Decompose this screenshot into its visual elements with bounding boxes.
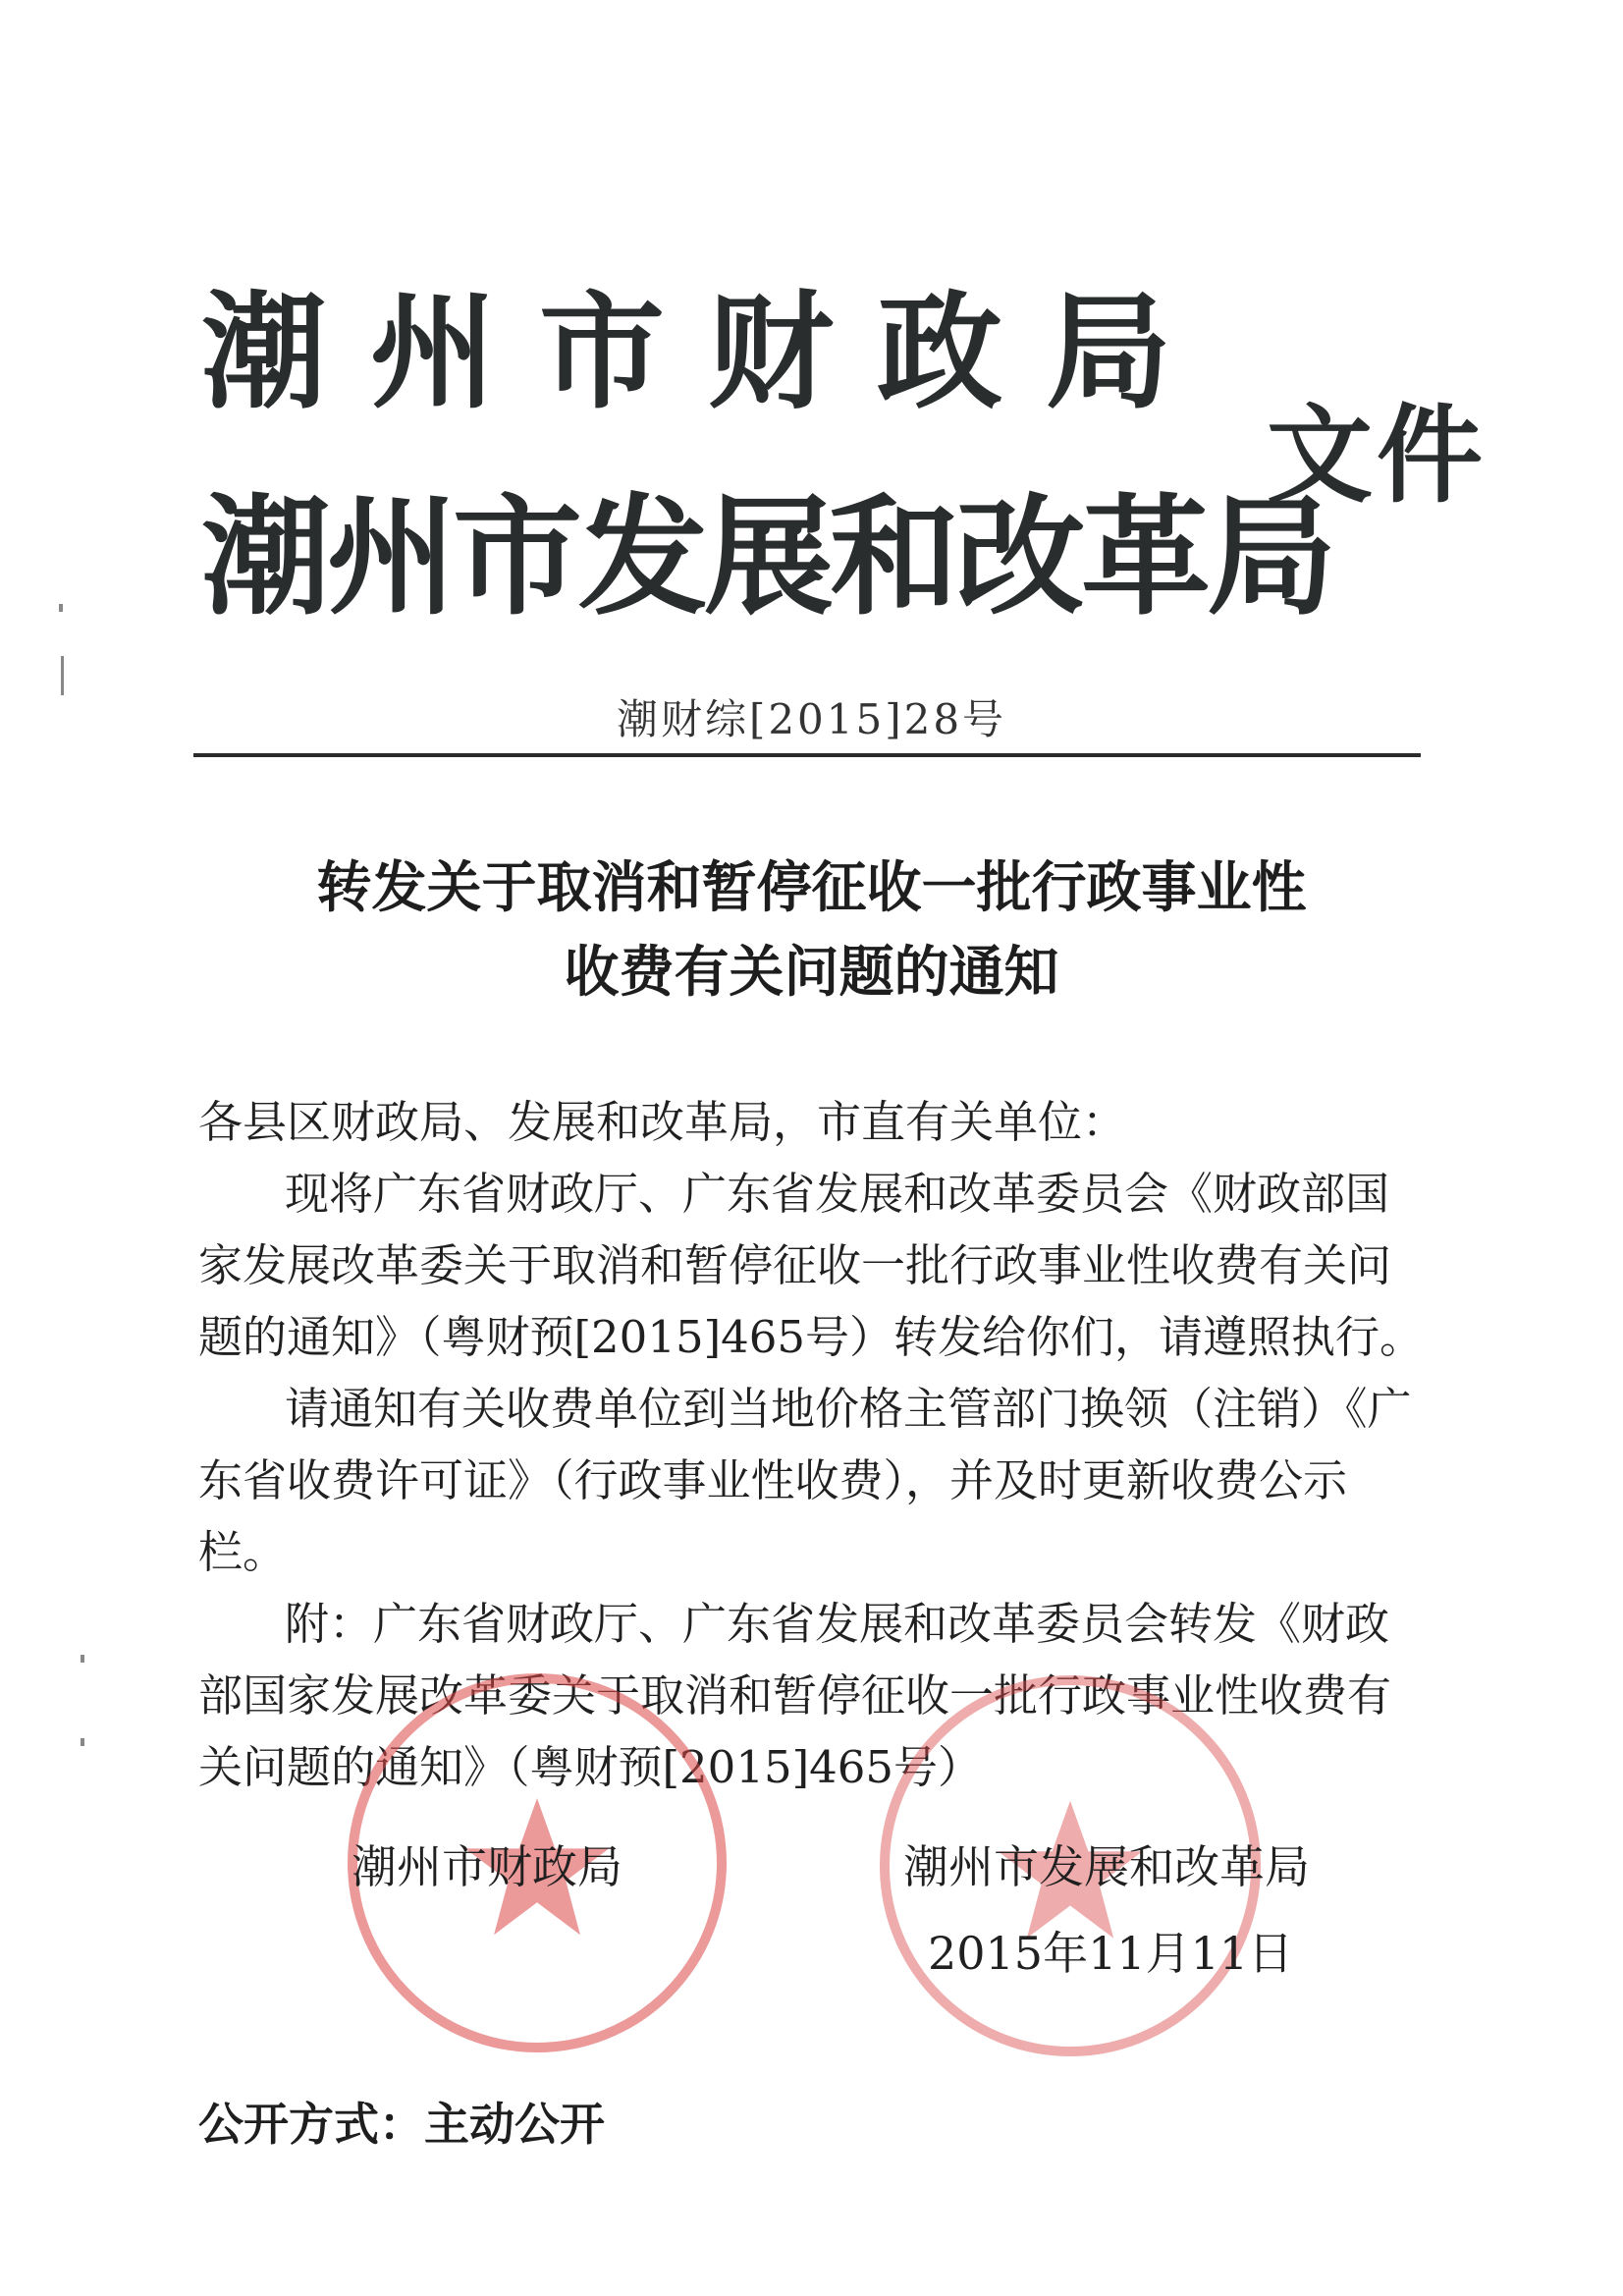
title-line-2: 收费有关问题的通知 [564, 941, 1059, 1005]
body-paragraph-1: 现将广东省财政厅、广东省发展和改革委员会《财政部国家发展改革委关于取消和暂停征收一批行政事业性收费有关问题的通知》（粤财预[2015]465号）转发给你们，请遵照执行。 [198, 1168, 1425, 1363]
scan-speck [81, 1738, 84, 1746]
header-divider [193, 753, 1421, 757]
issue-date: 2015年11月11日 [928, 1927, 1294, 1980]
document-number: 潮财综[2015]28号 [616, 695, 1007, 743]
signer-development-reform-bureau: 潮州市发展和改革局 [903, 1840, 1310, 1893]
scan-speck [59, 604, 63, 612]
salutation: 各县区财政局、发展和改革局，市直有关单位： [198, 1096, 1127, 1148]
signer-finance-bureau: 潮州市财政局 [352, 1840, 622, 1893]
attachment-note: 附：广东省财政厅、广东省发展和改革委员会转发《财政部国家发展改革委关于取消和暂停征收一批行政事业性收费有关问题的通知》（粤财预[2015]465号） [198, 1598, 1392, 1793]
title-line-1: 转发关于取消和暂停征收一批行政事业性 [316, 856, 1307, 920]
body-paragraph-2: 请通知有关收费单位到当地价格主管部门换领（注销）《广东省收费许可证》（行政事业性收费），并及时更新收费公示栏。 [198, 1383, 1412, 1578]
issuer-name-finance-bureau: 潮州市财政局 [201, 280, 1216, 426]
scan-speck [61, 656, 64, 695]
document-suffix: 文件 [1267, 395, 1488, 518]
disclosure-method: 公开方式：主动公开 [198, 2098, 605, 2151]
document-title [0, 847, 1623, 1015]
scan-speck [81, 1655, 84, 1663]
issuer-name-development-reform-bureau: 潮州市发展和改革局 [201, 482, 1332, 633]
